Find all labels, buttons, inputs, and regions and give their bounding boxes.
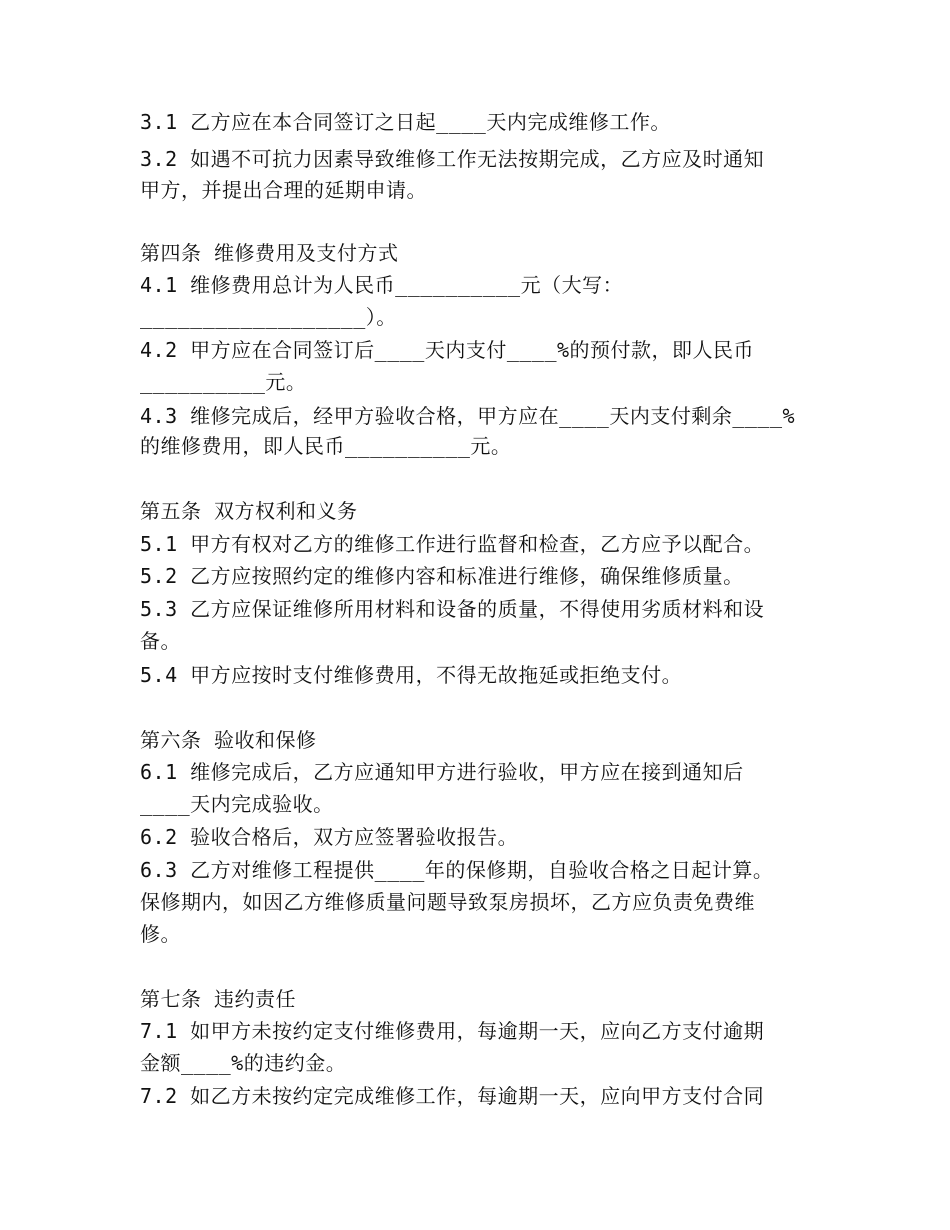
clause-5-3-cont: 备。 bbox=[140, 629, 181, 653]
clause-4-2: 4.2 甲方应在合同签订后____天内支付____%的预付款，即人民币 bbox=[140, 338, 755, 362]
clause-7-2: 7.2 如乙方未按约定完成维修工作，每逾期一天，应向甲方支付合同 bbox=[140, 1084, 765, 1108]
clause-6-1: 6.1 维修完成后，乙方应通知甲方进行验收，甲方应在接到通知后 bbox=[140, 760, 744, 784]
clause-7-1-cont: 金额____%的违约金。 bbox=[140, 1051, 347, 1075]
section-heading-7: 第七条 违约责任 bbox=[140, 987, 297, 1011]
clause-6-1-cont: ____天内完成验收。 bbox=[140, 792, 334, 816]
clause-6-3-cont: 保修期内，如因乙方维修质量问题导致泵房损坏，乙方应负责免费维 bbox=[140, 890, 755, 914]
clause-4-3-cont: 的维修费用，即人民币__________元。 bbox=[140, 434, 512, 458]
section-heading-6: 第六条 验收和保修 bbox=[140, 728, 317, 752]
clause-6-3-cont-2: 修。 bbox=[140, 922, 181, 946]
clause-4-1: 4.1 维修费用总计为人民币__________元（大写： bbox=[140, 273, 624, 297]
clause-4-3: 4.3 维修完成后，经甲方验收合格，甲方应在____天内支付剩余____% bbox=[140, 404, 796, 428]
clause-4-1-cont: __________________）。 bbox=[140, 305, 397, 329]
clause-3-1: 3.1 乙方应在本合同签订之日起____天内完成维修工作。 bbox=[140, 110, 671, 134]
clause-5-3: 5.3 乙方应保证维修所用材料和设备的质量，不得使用劣质材料和设 bbox=[140, 597, 765, 621]
clause-5-1: 5.1 甲方有权对乙方的维修工作进行监督和检查，乙方应予以配合。 bbox=[140, 532, 765, 556]
clause-3-2: 3.2 如遇不可抗力因素导致维修工作无法按期完成，乙方应及时通知 bbox=[140, 147, 765, 171]
clause-3-2-cont: 甲方，并提出合理的延期申请。 bbox=[140, 178, 427, 202]
clause-7-1: 7.1 如甲方未按约定支付维修费用，每逾期一天，应向乙方支付逾期 bbox=[140, 1019, 765, 1043]
clause-5-2: 5.2 乙方应按照约定的维修内容和标准进行维修，确保维修质量。 bbox=[140, 564, 744, 588]
clause-6-3: 6.3 乙方对维修工程提供____年的保修期，自验收合格之日起计算。 bbox=[140, 858, 774, 882]
clause-5-4: 5.4 甲方应按时支付维修费用，不得无故拖延或拒绝支付。 bbox=[140, 663, 683, 687]
section-heading-4: 第四条 维修费用及支付方式 bbox=[140, 241, 399, 265]
clause-4-2-cont: __________元。 bbox=[140, 370, 307, 394]
section-heading-5: 第五条 双方权利和义务 bbox=[140, 499, 358, 523]
clause-6-2: 6.2 验收合格后，双方应签署验收报告。 bbox=[140, 825, 519, 849]
